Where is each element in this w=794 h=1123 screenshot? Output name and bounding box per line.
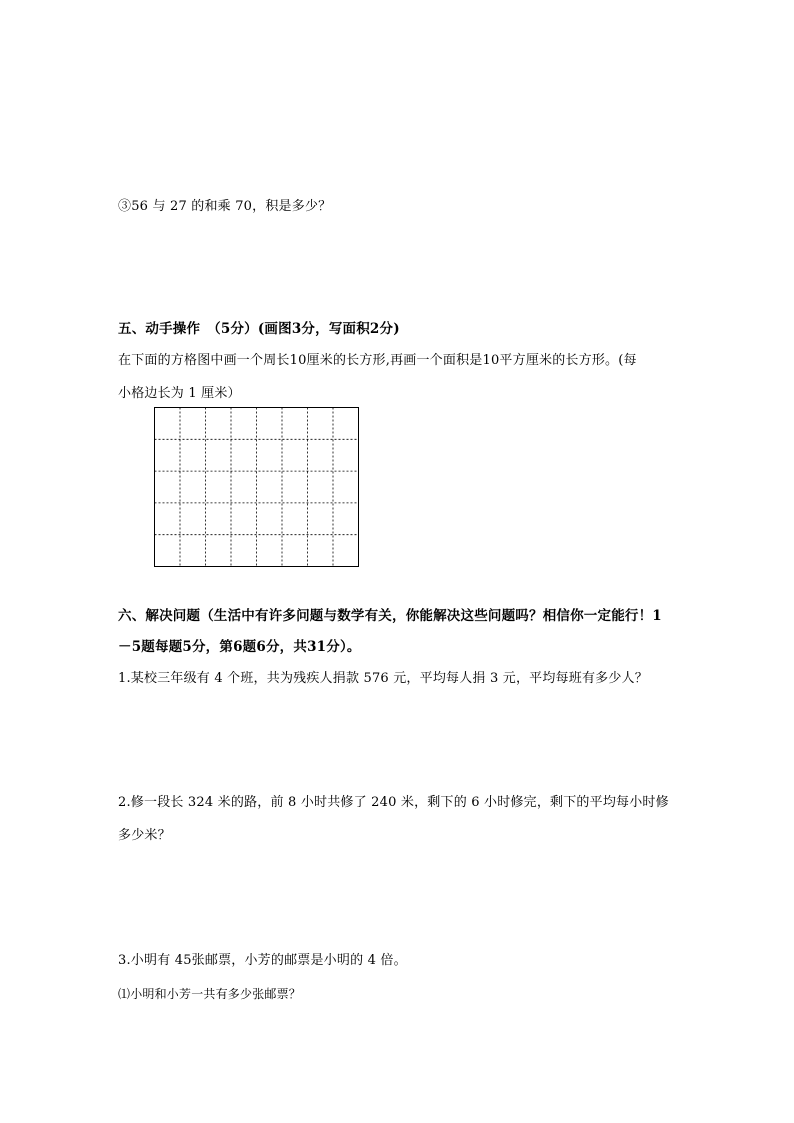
- section-5-instruction-line-1: 在下面的方格图中画一个周长10厘米的长方形,再画一个面积是10平方厘米的长方形。(每: [118, 353, 637, 368]
- problem-1: 1.某校三年级有 4 个班，共为残疾人捐款 576 元，平均每人捐 3 元，平均每班有多少人？: [118, 671, 648, 686]
- problem-3: 3.小明有 45张邮票，小芳的邮票是小明的 4 倍。: [118, 953, 407, 968]
- square-grid[interactable]: [154, 407, 359, 567]
- section-6-heading-line-2: －5题每题5分，第6题6分，共31分）。: [118, 639, 361, 655]
- problem-2-line-1: 2.修一段长 324 米的路，前 8 小时共修了 240 米，剩下的 6 小时修完，剩下的平均每小时修: [118, 795, 669, 810]
- section-6-heading-line-1: 六、解决问题（生活中有许多问题与数学有关，你能解决这些问题吗？相信你一定能行！1: [118, 608, 662, 624]
- section-5-instruction-line-2: 小格边长为 1 厘米）: [118, 386, 241, 401]
- problem-2-line-2: 多少米？: [118, 828, 171, 843]
- problem-3-subquestion-1: ⑴小明和小芳一共有多少张邮票？: [118, 987, 302, 1001]
- grid-canvas[interactable]: [154, 407, 359, 567]
- section-5-heading: 五、动手操作 （5分）(画图3分，写面积2分): [118, 321, 400, 337]
- question-3-3: ③56 与 27 的和乘 70，积是多少？: [118, 199, 332, 214]
- grid-border: [155, 408, 359, 567]
